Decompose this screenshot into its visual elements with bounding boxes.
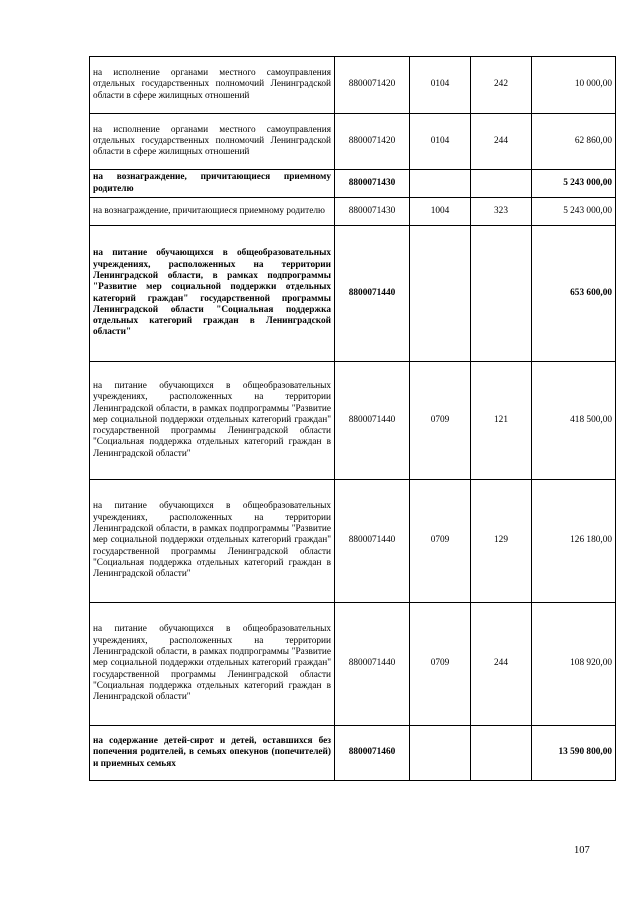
row-target-article-code: 8800071440 (335, 603, 410, 726)
table-row (90, 198, 616, 226)
row-target-article-code: 8800071440 (335, 362, 410, 480)
row-description: на исполнение органами местного самоуправления отдельных государственных полномочий Ленинградской области в сфере жилищных отношений (90, 114, 335, 170)
row-amount: 5 243 000,00 (532, 170, 616, 198)
row-target-article-code: 8800071420 (335, 57, 410, 114)
row-expense-type-code (471, 226, 532, 362)
row-section-code: 1004 (410, 198, 471, 226)
row-description: на содержание детей-сирот и детей, оставшихся без попечения родителей, в семьях опекунов (попечителей) и приемных семьях (90, 726, 335, 781)
row-amount: 13 590 800,00 (532, 726, 616, 781)
row-amount: 5 243 000,00 (532, 198, 616, 226)
row-section-code: 0709 (410, 603, 471, 726)
row-expense-type-code: 323 (471, 198, 532, 226)
row-section-code: 0104 (410, 57, 471, 114)
row-section-code (410, 170, 471, 198)
row-amount: 126 180,00 (532, 480, 616, 603)
table-row (90, 57, 616, 114)
budget-table (89, 56, 616, 781)
table-row (90, 480, 616, 603)
row-description: на питание обучающихся в общеобразовательных учреждениях, расположенных на территории Ленинградской области, в рамках подпрограммы "Развитие мер социальной поддержки отдельных категорий граждан" государственной программы Ленинградской области "Социальная поддержка отдельных категорий граждан в Ленинградской области" (90, 603, 335, 726)
row-section-code: 0709 (410, 362, 471, 480)
row-target-article-code: 8800071460 (335, 726, 410, 781)
row-expense-type-code: 129 (471, 480, 532, 603)
row-amount: 108 920,00 (532, 603, 616, 726)
row-expense-type-code: 244 (471, 114, 532, 170)
row-description: на питание обучающихся в общеобразовательных учреждениях, расположенных на территории Ленинградской области, в рамках подпрограммы "Развитие мер социальной поддержки отдельных категорий граждан" государственной программы Ленинградской области "Социальная поддержка отдельных категорий граждан в Ленинградской области" (90, 480, 335, 603)
row-section-code (410, 726, 471, 781)
table-row (90, 362, 616, 480)
row-description: на вознаграждение, причитающиеся приемному родителю (90, 198, 335, 226)
row-expense-type-code: 121 (471, 362, 532, 480)
row-target-article-code: 8800071440 (335, 226, 410, 362)
table-row (90, 170, 616, 198)
row-expense-type-code (471, 726, 532, 781)
row-amount: 418 500,00 (532, 362, 616, 480)
row-amount: 653 600,00 (532, 226, 616, 362)
row-target-article-code: 8800071430 (335, 170, 410, 198)
row-target-article-code: 8800071430 (335, 198, 410, 226)
row-description: на питание обучающихся в общеобразовательных учреждениях, расположенных на территории Ленинградской области, в рамках подпрограммы "Развитие мер социальной поддержки отдельных категорий граждан" государственной программы Ленинградской области "Социальная поддержка отдельных категорий граждан в Ленинградской области" (90, 226, 335, 362)
row-section-code (410, 226, 471, 362)
row-description: на вознаграждение, причитающиеся приемному родителю (90, 170, 335, 198)
row-target-article-code: 8800071420 (335, 114, 410, 170)
row-expense-type-code (471, 170, 532, 198)
table-row (90, 726, 616, 781)
table-row (90, 114, 616, 170)
row-amount: 62 860,00 (532, 114, 616, 170)
row-description: на исполнение органами местного самоуправления отдельных государственных полномочий Ленинградской области в сфере жилищных отношений (90, 57, 335, 114)
table-row (90, 226, 616, 362)
row-expense-type-code: 242 (471, 57, 532, 114)
row-target-article-code: 8800071440 (335, 480, 410, 603)
row-description: на питание обучающихся в общеобразовательных учреждениях, расположенных на территории Ленинградской области, в рамках подпрограммы "Развитие мер социальной поддержки отдельных категорий граждан" государственной программы Ленинградской области "Социальная поддержка отдельных категорий граждан в Ленинградской области" (90, 362, 335, 480)
table-row (90, 603, 616, 726)
row-amount: 10 000,00 (532, 57, 616, 114)
row-section-code: 0104 (410, 114, 471, 170)
row-section-code: 0709 (410, 480, 471, 603)
row-expense-type-code: 244 (471, 603, 532, 726)
page-number: 107 (574, 845, 590, 856)
